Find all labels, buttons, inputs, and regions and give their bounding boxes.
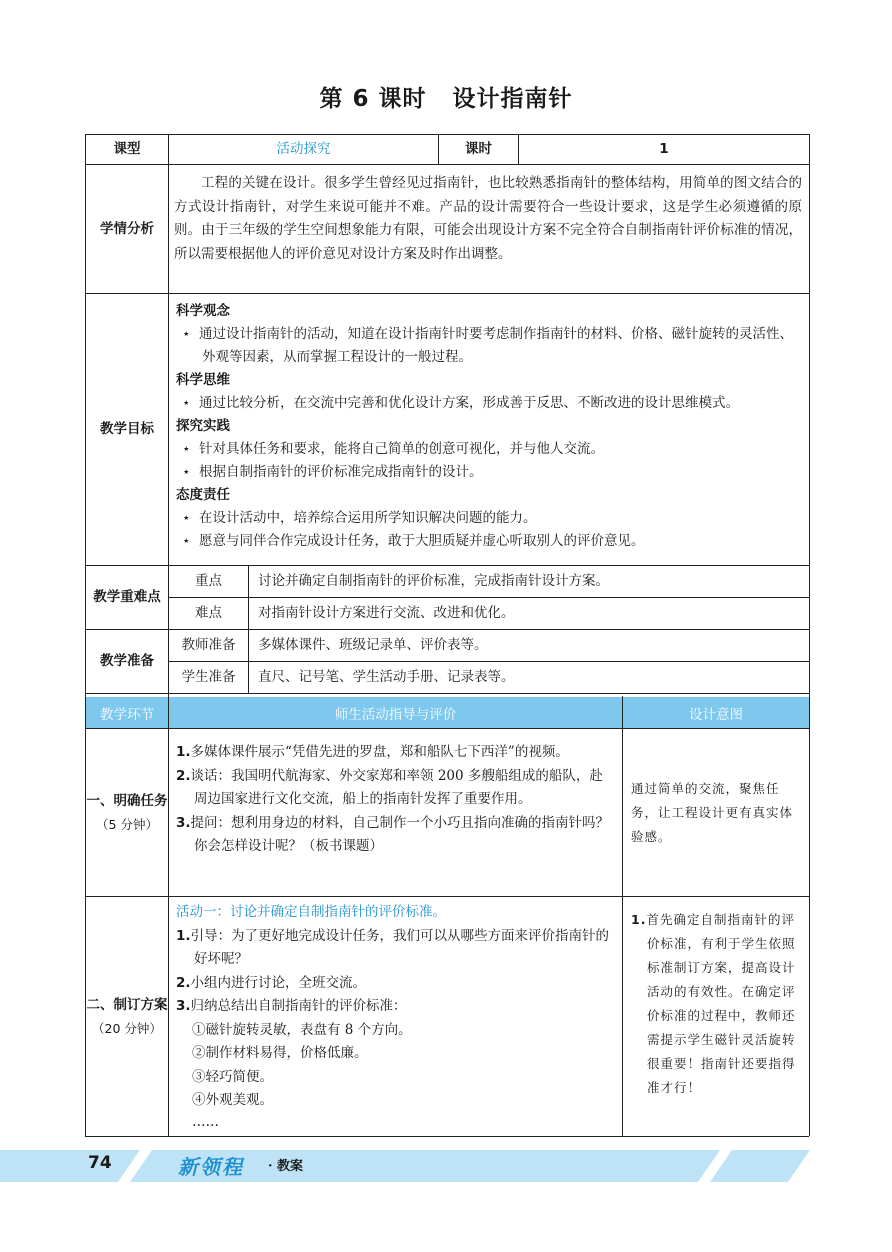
key-points-label: 教学重难点 [93,589,161,605]
objective-item: ⋆ 根据自制指南针的评价标准完成指南针的设计。 [182,464,483,480]
student-prep-key: 学生准备 [181,669,236,685]
list-item: 3.归纳总结出自制指南针的评价标准： [176,998,407,1014]
type-label: 课型 [113,141,141,157]
preparation-label: 教学准备 [100,653,154,669]
hours-label: 课时 [465,141,492,157]
brand-logo: 新领程 [178,1155,244,1179]
objective-group-title: 科学思维 [176,372,230,388]
page-number: 74 [88,1153,112,1173]
criteria-item: ③轻巧简便。 [192,1068,273,1085]
objective-item: ⋆ 愿意与同伴合作完成设计任务，敢于大胆质疑并虚心听取别人的评价意见。 [182,533,645,549]
stage2-label [86,897,168,1136]
difficult-point-key: 难点 [195,605,222,621]
analysis-label: 学情分析 [100,220,154,237]
stage2-intent: 1.首先确定自制指南针的评价标准，有利于学生依照标准制订方案，提高设计活动的有效性。在确定评价标准的过程中，教师还需提示学生磁针灵活旋转很重要！指南针还要指得准才行！ [631,912,796,1095]
list-item: 2.小组内进行讨论，全班交流。 [176,974,367,991]
stage1-intent: 通过简单的交流，聚焦任务，让工程设计更有真实体验感。 [631,781,794,844]
stage1-activities [176,741,616,859]
criteria-item: ④外观美观。 [192,1092,273,1108]
list-item: 1.引导：为了更好地完成设计任务，我们可以从哪些方面来评价指南针的好坏呢？ [176,927,610,967]
page-footer [0,1150,892,1190]
objective-group-title: 科学观念 [176,303,230,319]
hours-value: 1 [659,141,669,157]
stage1-name: 一、明确任务 [86,792,168,809]
lesson-number: 第 6 课时 [319,86,427,112]
stage2-time: （20 分钟） [92,1020,162,1036]
stage1-time: （5 分钟） [96,816,158,832]
analysis-text: 工程的关键在设计。很多学生曾经见过指南针，也比较熟悉指南针的整体结构，用简单的图文结合的方式设计指南针，对学生来说可能并不难。产品的设计需要符合一些设计要求，这是学生必须遵循的原则。由于三年级的学生空间想象能力有限，可能会出现设计方案不完全符合自制指南针评价标准的情况，所以需要根据他人的评价意见对设计方案及时作出调整。 [174,175,802,262]
objective-item: ⋆ 通过比较分析，在交流中完善和优化设计方案，形成善于反思、不断改进的设计思维模式。 [182,395,740,411]
objective-item: ⋆ 通过设计指南针的活动，知道在设计指南针时要考虑制作指南针的材料、价格、磁针旋转的灵活性、外观等因素，从而掌握工程设计的一般过程。 [182,326,794,365]
teacher-prep-key: 教师准备 [181,637,236,653]
activity-title: 活动一：讨论并确定自制指南针的评价标准。 [176,904,446,920]
page-title [0,80,892,113]
objective-group-title: 态度责任 [176,487,230,503]
objective-item: ⋆ 针对具体任务和要求，能将自己简单的创意可视化，并与他人交流。 [182,441,605,457]
stage2-activities [176,901,616,1131]
objective-item: ⋆ 在设计活动中，培养综合运用所学知识解决问题的能力。 [182,510,537,526]
key-point-key: 重点 [195,573,222,589]
stage2-name: 二、制订方案 [86,996,168,1013]
objectives-label: 教学目标 [100,421,154,437]
difficult-point-value: 对指南针设计方案进行交流、改进和优化。 [258,605,515,621]
lesson-name: 设计指南针 [452,86,573,112]
process-header-activity: 师生活动指导与评价 [169,697,622,728]
criteria-item: ②制作材料易得，价格低廉。 [192,1045,368,1061]
type-value: 活动探究 [276,141,331,157]
objective-group-title: 探究实践 [176,418,230,434]
student-prep-value: 直尺、记号笔、学生活动手册、记录表等。 [258,669,515,685]
criteria-item: ①磁针旋转灵敏，表盘有 8 个方向。 [192,1021,412,1038]
list-item: 2.谈话：我国明代航海家、外交家郑和率领 200 多艘船组成的船队，赴周边国家进行文化交流，船上的指南针发挥了重要作用。 [176,767,603,807]
list-item: 3.提问：想利用身边的材料，自己制作一个小巧且指向准确的指南针吗？你会怎样设计呢？（板书课题） [176,814,610,854]
footer-band [0,1150,892,1190]
stage1-label [86,729,168,896]
process-header-stage: 教学环节 [86,697,168,728]
teacher-prep-value: 多媒体课件、班级记录单、评价表等。 [258,637,488,653]
process-header-intent: 设计意图 [623,697,809,728]
objectives-content [176,300,804,553]
criteria-item: …… [192,1113,219,1130]
brand-sub: · 教案 [268,1159,304,1174]
list-item: 1.多媒体课件展示“凭借先进的罗盘，郑和船队七下西洋”的视频。 [176,744,569,760]
key-point-value: 讨论并确定自制指南针的评价标准，完成指南针设计方案。 [258,573,609,589]
